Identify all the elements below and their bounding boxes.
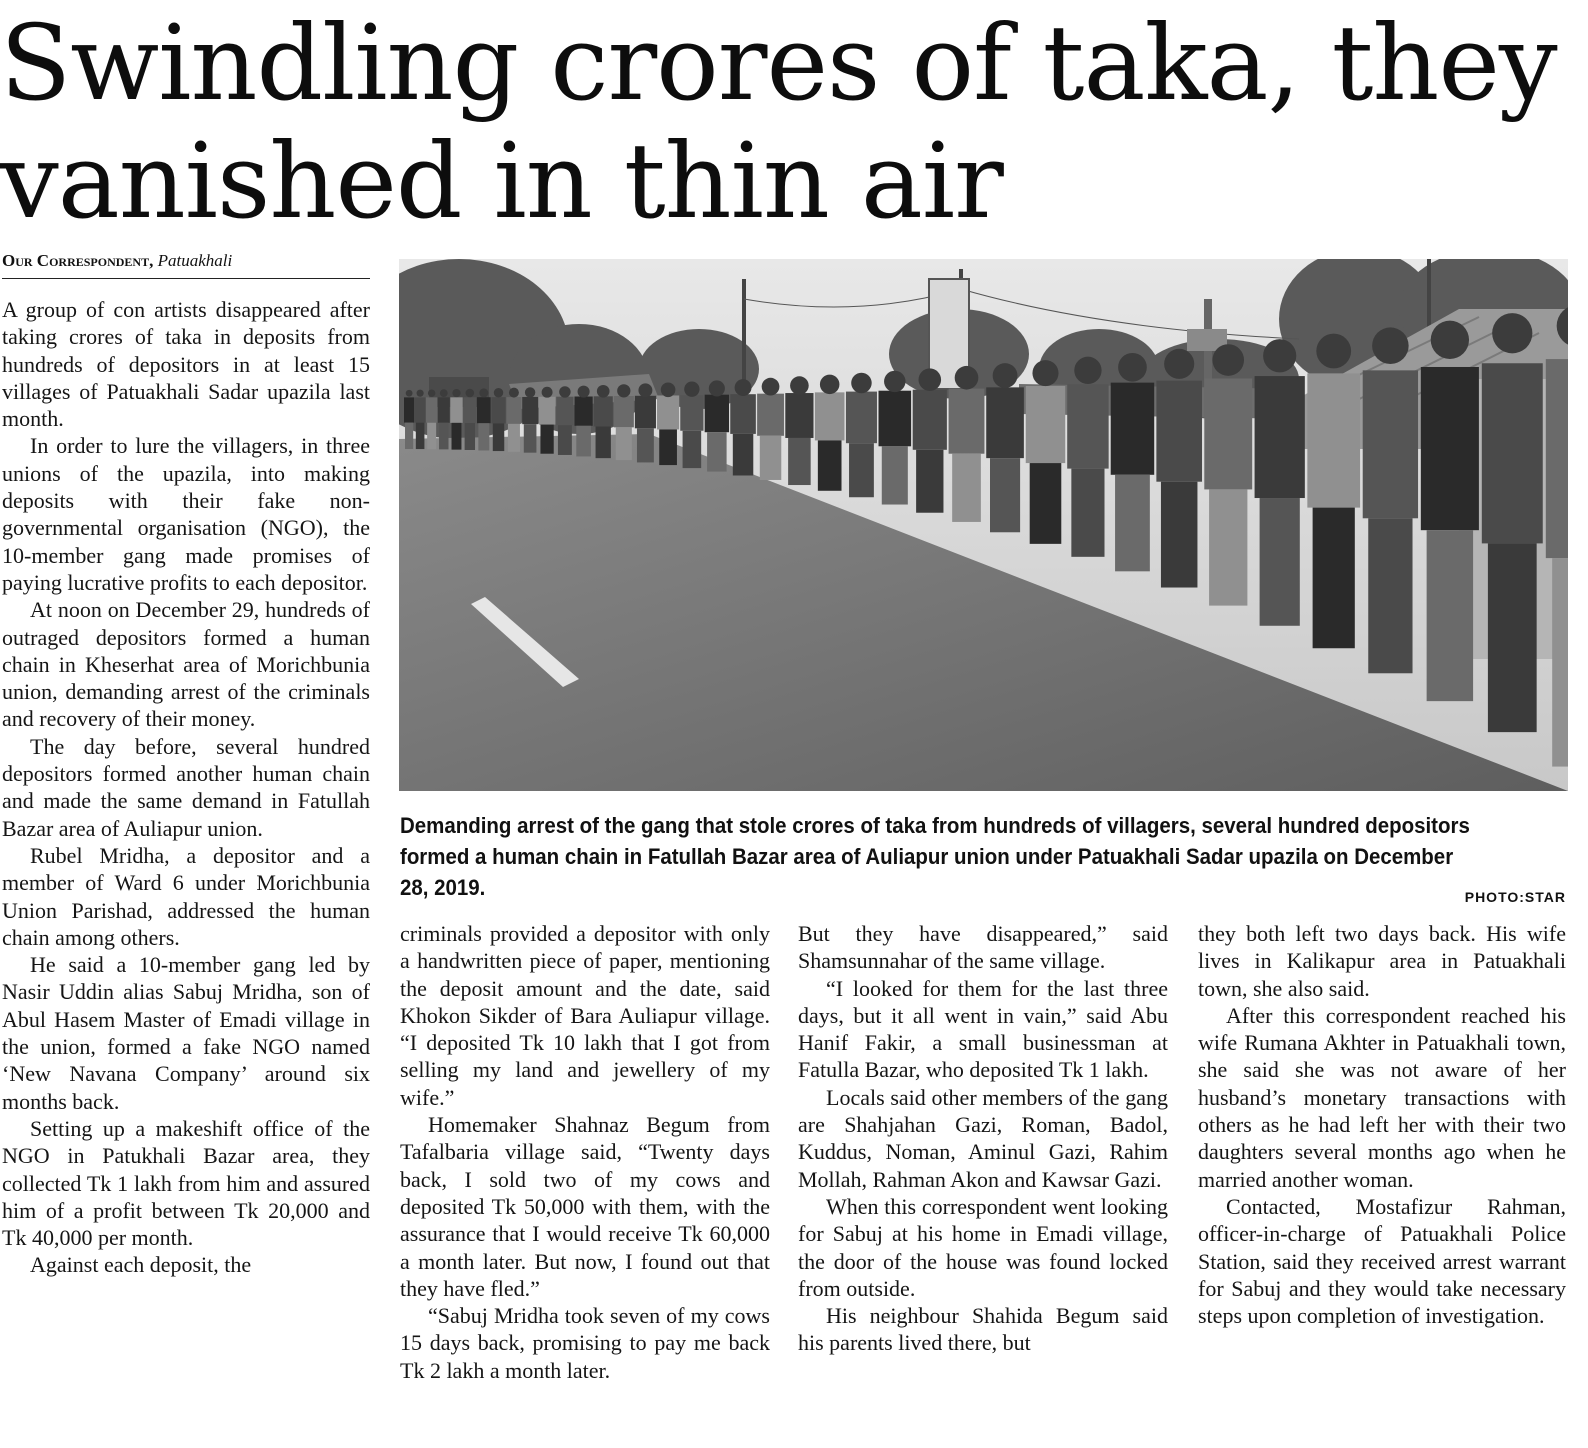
person-lungi: [1427, 530, 1473, 701]
person-head: [1118, 353, 1147, 382]
person-head: [735, 379, 752, 396]
person-lungi: [952, 454, 981, 522]
person-torso: [426, 397, 437, 422]
person-torso: [949, 389, 985, 454]
person-torso: [415, 397, 426, 422]
person-torso: [1546, 359, 1568, 558]
person-head: [559, 386, 570, 397]
paragraph: Homemaker Shahnaz Begum from Tafalbaria village said, “Twenty days back, I sold two of my cows and deposited Tk 50,000 with them, with the assurance that I would receive Tk 60,000 a month later. But now, I found out that they have fled.”: [400, 1112, 770, 1301]
person-lungi: [465, 423, 475, 450]
person-lungi: [882, 446, 908, 504]
person-torso: [635, 396, 656, 429]
person-head: [1074, 357, 1101, 384]
person-lungi: [1488, 543, 1537, 732]
byline-name: Our Correspondent,: [2, 251, 154, 270]
person-torso: [785, 393, 813, 438]
person-torso: [657, 395, 679, 429]
paragraph: Rubel Mridha, a depositor and a member of Ward 6 under Morichbunia Union Parishad, addressed the human chain among others.: [2, 842, 370, 950]
person-head: [709, 380, 725, 396]
person-torso: [1482, 363, 1543, 543]
person-head: [638, 383, 652, 397]
person-lungi: [1313, 508, 1355, 649]
paragraph: criminals provided a depositor with only a handwritten piece of paper, mentioning the deposit amount and the date, said Khokon Sikder of Bara Auliapur village. “I deposited Tk 10 lakh that I got from selling my land and jewellery of my wife.”: [400, 921, 770, 1110]
person-head: [820, 375, 840, 395]
person-head: [1431, 321, 1469, 359]
person-lungi: [596, 427, 611, 459]
byline: [2, 250, 370, 279]
person-lungi: [1071, 469, 1104, 557]
person-torso: [879, 391, 912, 447]
person-head: [525, 387, 535, 397]
person-lungi: [416, 423, 425, 449]
person-head: [479, 388, 488, 397]
person-head: [428, 389, 435, 396]
byline-place: Patuakhali: [157, 251, 233, 270]
person-head: [509, 388, 519, 398]
person-lungi: [1209, 489, 1247, 605]
person-head: [1372, 327, 1409, 364]
paragraph: “Sabuj Mridha took seven of my cows 15 days back, promising to pay me back Tk 2 lakh a month later.: [400, 1303, 770, 1383]
person-torso: [614, 396, 634, 427]
person-torso: [846, 392, 877, 444]
person-torso: [1156, 381, 1202, 482]
person-head: [661, 382, 676, 397]
person-head: [466, 389, 475, 398]
person-lungi: [1115, 475, 1150, 572]
paragraph: Against each deposit, the: [30, 1252, 252, 1278]
person-head: [417, 390, 424, 397]
person-lungi: [1161, 482, 1198, 588]
person-torso: [757, 394, 784, 436]
person-head: [851, 373, 871, 393]
person-lungi: [508, 424, 520, 452]
person-torso: [1026, 386, 1065, 463]
person-torso: [1255, 376, 1305, 498]
person-torso: [477, 397, 491, 423]
person-torso: [1204, 379, 1252, 490]
article-column-4: [1198, 920, 1566, 1440]
person-torso: [539, 397, 556, 425]
person-head: [955, 366, 979, 390]
person-head: [919, 368, 942, 391]
person-head: [494, 388, 503, 397]
paragraph: At noon on December 29, hundreds of outraged depositors formed a human chain in Kheserhat area of Morichbunia union, demanding arrest of the criminals and recovery of their money.: [2, 597, 370, 732]
paragraph: He said a 10-member gang led by Nasir Uddin alias Sabuj Mridha, son of Abul Hasem Master of Emadi village in the union, formed a fake NGO named ‘New Navana Company’ around six months back.: [2, 952, 370, 1114]
person-torso: [404, 397, 414, 422]
person-lungi: [849, 443, 874, 497]
person-lungi: [478, 423, 489, 450]
headline: Swindling crores of taka, they vanished in thin air: [0, 2, 1557, 242]
person-torso: [705, 395, 729, 433]
person-torso: [986, 387, 1024, 458]
person-lungi: [452, 423, 462, 450]
person-lungi: [405, 423, 413, 449]
person-lungi: [616, 427, 632, 460]
paragraph: The day before, several hundred depositors formed another human chain and made the same demand in Fatullah Bazar area of Auliapur union.: [2, 733, 370, 841]
person-torso: [1421, 367, 1479, 530]
person-lungi: [1260, 498, 1300, 626]
person-torso: [1307, 373, 1360, 507]
person-lungi: [439, 423, 448, 450]
person-lungi: [707, 432, 727, 471]
article-column-1: [2, 296, 370, 1444]
person-lungi: [916, 450, 943, 513]
person-head: [597, 385, 610, 398]
person-torso: [594, 396, 613, 426]
person-lungi: [558, 425, 572, 455]
person-head: [884, 371, 905, 392]
person-lungi: [493, 423, 504, 451]
person-head: [578, 386, 590, 398]
person-lungi: [427, 423, 436, 450]
photo-credit: PHOTO:STAR: [1464, 889, 1566, 905]
paragraph: His neighbour Shahida Begum said his parents lived there, but: [798, 1303, 1168, 1356]
person-lungi: [659, 429, 677, 465]
person-torso: [815, 392, 845, 440]
person-lungi: [818, 440, 842, 490]
person-head: [1164, 349, 1194, 379]
paragraph: After this correspondent reached his wife Rumana Akhter in Patuakhali town, she said she was not aware of her husband’s monetary transactions with others as he had left her with their two daughters several months ago when he married another woman.: [1198, 1002, 1566, 1192]
person-head: [440, 389, 448, 397]
person-torso: [491, 397, 505, 423]
person-head: [1032, 360, 1058, 386]
person-head: [542, 387, 553, 398]
person-head: [1316, 334, 1351, 369]
person-torso: [556, 397, 573, 425]
person-lungi: [1030, 463, 1062, 544]
person-head: [993, 363, 1018, 388]
person-lungi: [760, 436, 781, 480]
person-head: [684, 381, 699, 396]
person-lungi: [788, 438, 811, 485]
person-torso: [1067, 384, 1108, 468]
person-torso: [574, 397, 592, 426]
paragraph: Setting up a makeshift office of the NGO in Patukhali Bazar area, they collected Tk 1 lakh from him and assured him of a profit between Tk 20,000 and Tk 40,000 per month.: [2, 1115, 370, 1251]
person-torso: [730, 394, 756, 434]
person-head: [406, 390, 413, 397]
person-head: [1212, 344, 1244, 376]
person-lungi: [576, 426, 591, 457]
person-head: [1263, 339, 1296, 372]
paragraph: When this correspondent went looking for Sabuj at his home in Emadi village, the door of the house was found locked from outside.: [798, 1193, 1168, 1301]
person-lungi: [524, 424, 537, 453]
person-torso: [522, 397, 538, 424]
person-lungi: [683, 431, 702, 468]
person-torso: [450, 397, 462, 423]
person-torso: [506, 397, 521, 424]
article-column-2: [400, 920, 770, 1440]
person-lungi: [637, 428, 654, 462]
article-column-3: [798, 920, 1168, 1440]
person-torso: [463, 397, 476, 423]
news-photo: [399, 259, 1568, 791]
person-torso: [1111, 383, 1154, 475]
paragraph: they both left two days back. His wife lives in Kalikapur area in Patuakhali town, she also said.: [1198, 921, 1566, 1001]
paragraph: A group of con artists disappeared after taking crores of taka in deposits from hundreds of depositors in at least 15 villages of Patuakhali Sadar upazila last month.: [2, 297, 370, 432]
person-torso: [680, 395, 703, 431]
person-lungi: [1552, 558, 1568, 766]
person-lungi: [540, 425, 553, 454]
paragraph: Locals said other members of the gang are Shahjahan Gazi, Roman, Badol, Kuddus, Noman, Aminul Gazi, Rahim Mollah, Rahman Akon and Kawsar Gazi.: [798, 1084, 1168, 1192]
person-lungi: [733, 434, 753, 476]
person-torso: [913, 390, 947, 450]
paragraph: But they have disappeared,” said Shamsunnahar of the same village.: [798, 921, 1168, 974]
person-head: [1492, 313, 1532, 353]
person-torso: [1363, 370, 1418, 518]
person-lungi: [1368, 518, 1412, 673]
paragraph: Contacted, Mostafizur Rahman, officer-in-charge of Patuakhali Police Station, said they received arrest warrant for Sabuj and they would take necessary steps upon completion of investigation.: [1198, 1193, 1566, 1329]
human-chain-photo-icon: [399, 259, 1568, 791]
person-head: [790, 376, 809, 395]
person-head: [452, 389, 460, 397]
paragraph: In order to lure the villagers, in three unions of the upazila, into making deposits with their fake non-governmental organisation (NGO), the 10-member gang made promises of paying lucrative profits to each depositor.: [2, 433, 370, 595]
person-head: [762, 378, 780, 396]
person-lungi: [990, 458, 1020, 532]
person-head: [617, 384, 630, 397]
paragraph: “I looked for them for the last three days, but it all went in vain,” said Abu Hanif Fakir, a small businessman at Fatulla Bazar, who deposited Tk 1 lakh.: [798, 975, 1168, 1083]
person-torso: [438, 397, 450, 422]
photo-caption: Demanding arrest of the gang that stole crores of taka from hundreds of villagers, several hundred depositors formed a human chain in Fatullah Bazar area of Auliapur union under Patuakhali Sadar upazila on December 28, 2019.: [400, 813, 1470, 900]
